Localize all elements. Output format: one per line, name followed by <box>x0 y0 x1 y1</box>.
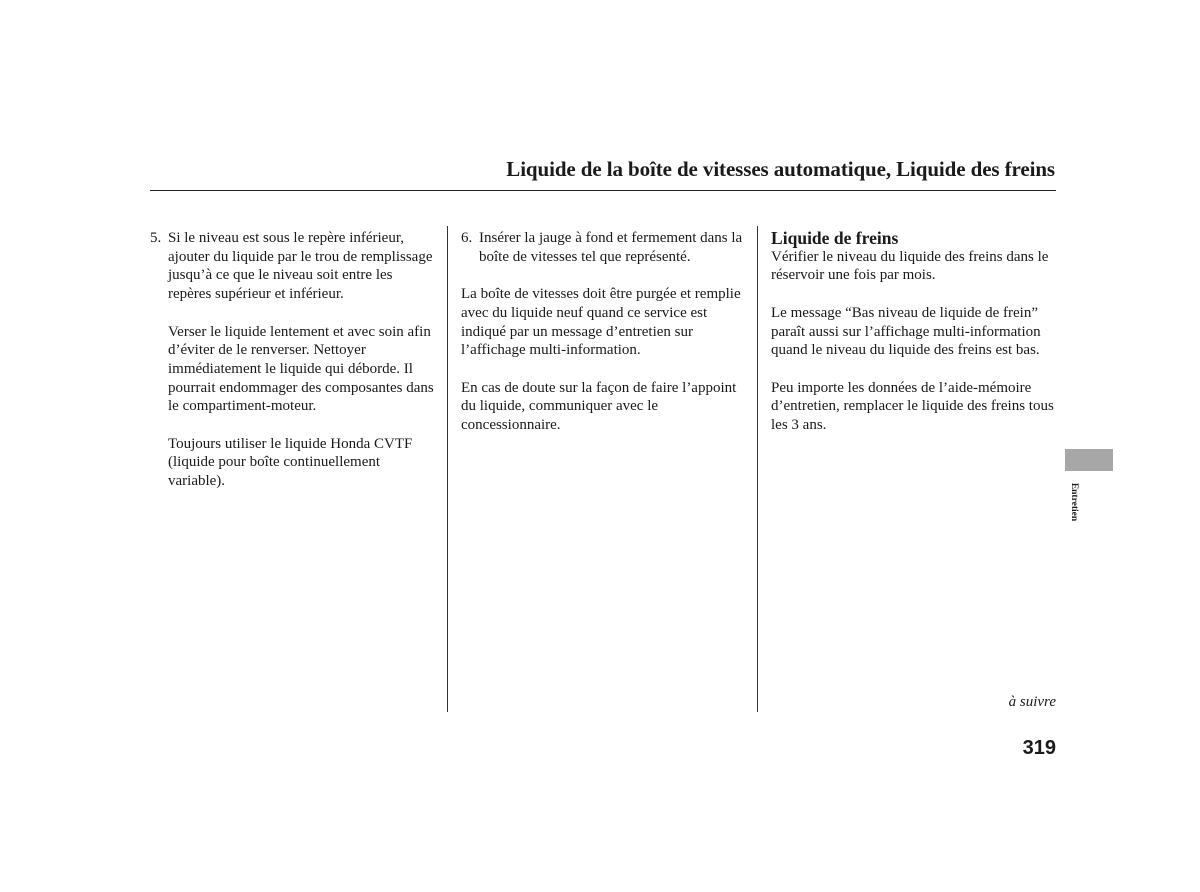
paragraph: En cas de doute sur la façon de faire l’appoint du liquide, communiquer avec le concessionnaire. <box>461 379 737 433</box>
column-divider <box>447 226 448 712</box>
page-title: Liquide de la boîte de vitesses automatique, Liquide des freins <box>506 157 1055 181</box>
section-tab <box>1065 449 1113 471</box>
step-number: 5. <box>150 230 162 246</box>
step-6 <box>461 229 751 266</box>
continued-label: à suivre <box>1008 694 1056 710</box>
paragraph: Verser le liquide lentement et avec soin afin d’éviter de le renverser. Nettoyer immédiatement le liquide qui déborde. Il pourrait endommager des composantes dans le compartiment-moteur. <box>168 323 434 415</box>
step-number: 6. <box>461 230 473 246</box>
paragraph: Si le niveau est sous le repère inférieur, ajouter du liquide par le trou de remplissage jusqu’à ce que le niveau soit entre les repères supérieur et inférieur. <box>168 230 433 303</box>
right-column <box>771 229 1056 453</box>
section-tab-label: Entretien <box>1069 482 1079 522</box>
paragraph: La boîte de vitesses doit être purgée et remplie avec du liquide neuf quand ce service est indiqué par un message d’entretien sur l’affichage multi-information. <box>461 286 741 359</box>
paragraph: Le message “Bas niveau de liquide de frein” paraît aussi sur l’affichage multi-information quand le niveau du liquide des freins est bas. <box>771 304 1041 359</box>
paragraph: Toujours utiliser le liquide Honda CVTF (liquide pour boîte continuellement variable). <box>168 435 413 490</box>
column-divider <box>757 226 758 712</box>
left-column <box>150 229 435 510</box>
page-number: 319 <box>1022 737 1056 759</box>
title-rule <box>150 190 1056 191</box>
step-5 <box>150 229 435 304</box>
section-heading: Liquide de freins <box>771 228 899 248</box>
middle-column <box>461 229 751 453</box>
paragraph: Vérifier le niveau du liquide des freins dans le réservoir une fois par mois. <box>771 248 1049 284</box>
paragraph: Peu importe les données de l’aide-mémoire d’entretien, remplacer le liquide des freins tous les 3 ans. <box>771 379 1054 433</box>
paragraph: Insérer la jauge à fond et fermement dans la boîte de vitesses tel que représenté. <box>479 230 743 265</box>
